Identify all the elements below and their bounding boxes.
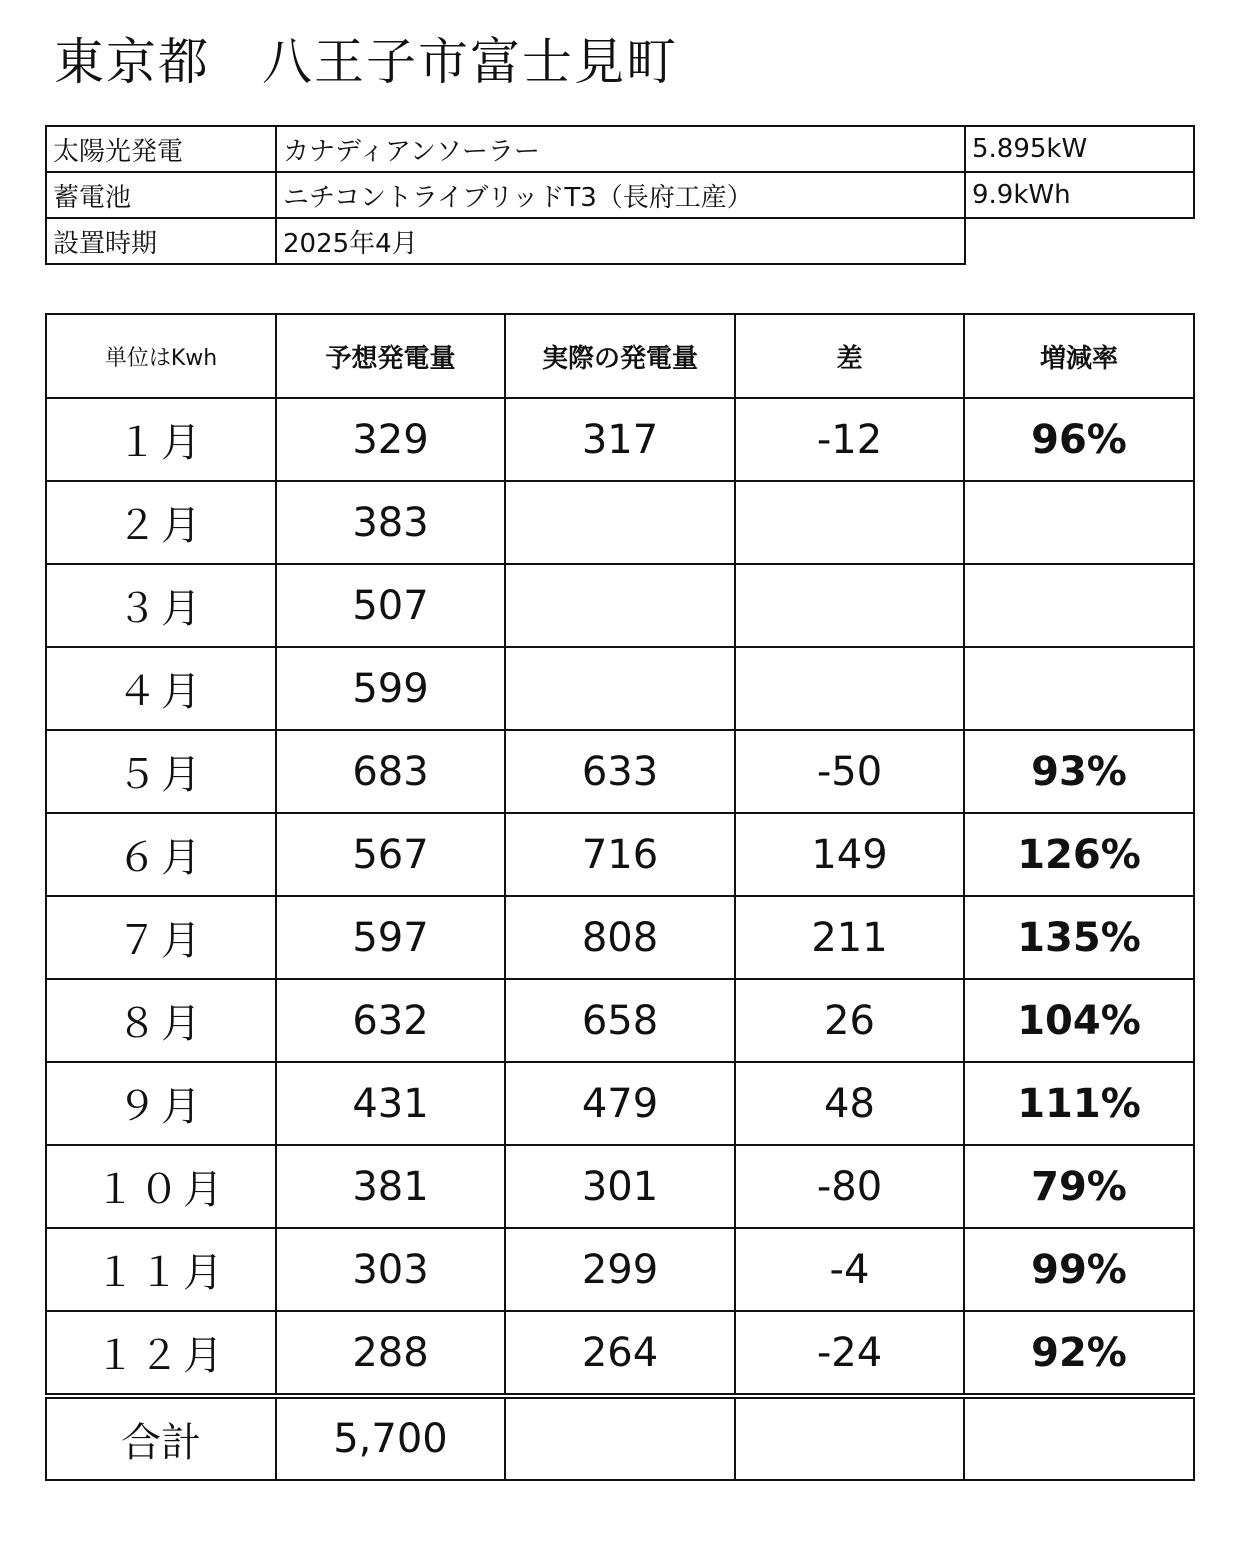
expected-header: 予想発電量	[276, 314, 505, 398]
rate-cell: 99%	[964, 1228, 1194, 1311]
solar-label: 太陽光発電	[46, 126, 276, 172]
install-date: 2025年4月	[276, 218, 965, 264]
total-row	[46, 1396, 1194, 1480]
total-rate-cell	[964, 1396, 1194, 1480]
rate-cell: 111%	[964, 1062, 1194, 1145]
expected-cell: 599	[276, 647, 505, 730]
total-diff-cell	[735, 1396, 964, 1480]
expected-cell: 507	[276, 564, 505, 647]
table-row	[46, 1062, 1194, 1145]
actual-cell: 299	[505, 1228, 735, 1311]
diff-cell: 211	[735, 896, 964, 979]
rate-header: 増減率	[964, 314, 1194, 398]
rate-cell: 126%	[964, 813, 1194, 896]
table-row	[46, 1145, 1194, 1228]
actual-cell: 479	[505, 1062, 735, 1145]
solar-row	[46, 126, 1194, 172]
table-row	[46, 1311, 1194, 1396]
month-cell: ４月	[46, 647, 276, 730]
month-cell: ９月	[46, 1062, 276, 1145]
diff-cell: -80	[735, 1145, 964, 1228]
month-cell: ７月	[46, 896, 276, 979]
actual-cell: 658	[505, 979, 735, 1062]
diff-cell	[735, 647, 964, 730]
diff-cell: -12	[735, 398, 964, 481]
battery-capacity: 9.9kWh	[965, 172, 1194, 218]
month-cell: ５月	[46, 730, 276, 813]
rate-cell	[964, 647, 1194, 730]
rate-cell: 104%	[964, 979, 1194, 1062]
install-row	[46, 218, 1194, 264]
actual-header: 実際の発電量	[505, 314, 735, 398]
page-title: 東京都 八王子市富士見町	[54, 33, 678, 91]
diff-cell: -24	[735, 1311, 964, 1396]
expected-cell: 567	[276, 813, 505, 896]
solar-capacity: 5.895kW	[965, 126, 1194, 172]
expected-cell: 597	[276, 896, 505, 979]
expected-cell: 288	[276, 1311, 505, 1396]
rate-cell: 92%	[964, 1311, 1194, 1396]
actual-cell: 301	[505, 1145, 735, 1228]
expected-cell: 383	[276, 481, 505, 564]
total-expected-cell: 5,700	[276, 1396, 505, 1480]
diff-cell	[735, 564, 964, 647]
actual-cell	[505, 481, 735, 564]
table-row	[46, 647, 1194, 730]
diff-cell: -50	[735, 730, 964, 813]
blank-cell	[965, 218, 1194, 264]
diff-cell: -4	[735, 1228, 964, 1311]
table-row	[46, 896, 1194, 979]
rate-cell: 96%	[964, 398, 1194, 481]
rate-cell	[964, 564, 1194, 647]
month-cell: ８月	[46, 979, 276, 1062]
battery-model: ニチコントライブリッドT3（長府工産）	[276, 172, 965, 218]
month-cell: ２月	[46, 481, 276, 564]
expected-cell: 303	[276, 1228, 505, 1311]
actual-cell: 264	[505, 1311, 735, 1396]
diff-cell: 26	[735, 979, 964, 1062]
table-header-row	[46, 314, 1194, 398]
diff-cell: 48	[735, 1062, 964, 1145]
rate-cell: 135%	[964, 896, 1194, 979]
solar-maker: カナディアンソーラー	[276, 126, 965, 172]
month-cell: １２月	[46, 1311, 276, 1396]
month-cell: ３月	[46, 564, 276, 647]
actual-cell	[505, 564, 735, 647]
battery-label: 蓄電池	[46, 172, 276, 218]
table-row	[46, 398, 1194, 481]
rate-cell	[964, 481, 1194, 564]
rate-cell: 79%	[964, 1145, 1194, 1228]
actual-cell: 716	[505, 813, 735, 896]
table-row	[46, 481, 1194, 564]
expected-cell: 683	[276, 730, 505, 813]
month-cell: １０月	[46, 1145, 276, 1228]
total-actual-cell	[505, 1396, 735, 1480]
table-row	[46, 730, 1194, 813]
generation-table	[45, 313, 1195, 1481]
diff-cell: 149	[735, 813, 964, 896]
table-row	[46, 979, 1194, 1062]
month-cell: ６月	[46, 813, 276, 896]
table-row	[46, 813, 1194, 896]
diff-cell	[735, 481, 964, 564]
diff-header: 差	[735, 314, 964, 398]
unit-header: 単位はKwh	[46, 314, 276, 398]
actual-cell: 808	[505, 896, 735, 979]
rate-cell: 93%	[964, 730, 1194, 813]
total-label: 合計	[46, 1396, 276, 1480]
system-info-table	[45, 125, 1195, 265]
actual-cell: 633	[505, 730, 735, 813]
battery-row	[46, 172, 1194, 218]
table-row	[46, 564, 1194, 647]
actual-cell: 317	[505, 398, 735, 481]
expected-cell: 431	[276, 1062, 505, 1145]
expected-cell: 632	[276, 979, 505, 1062]
install-label: 設置時期	[46, 218, 276, 264]
expected-cell: 329	[276, 398, 505, 481]
table-row	[46, 1228, 1194, 1311]
month-cell: １月	[46, 398, 276, 481]
actual-cell	[505, 647, 735, 730]
expected-cell: 381	[276, 1145, 505, 1228]
month-cell: １１月	[46, 1228, 276, 1311]
